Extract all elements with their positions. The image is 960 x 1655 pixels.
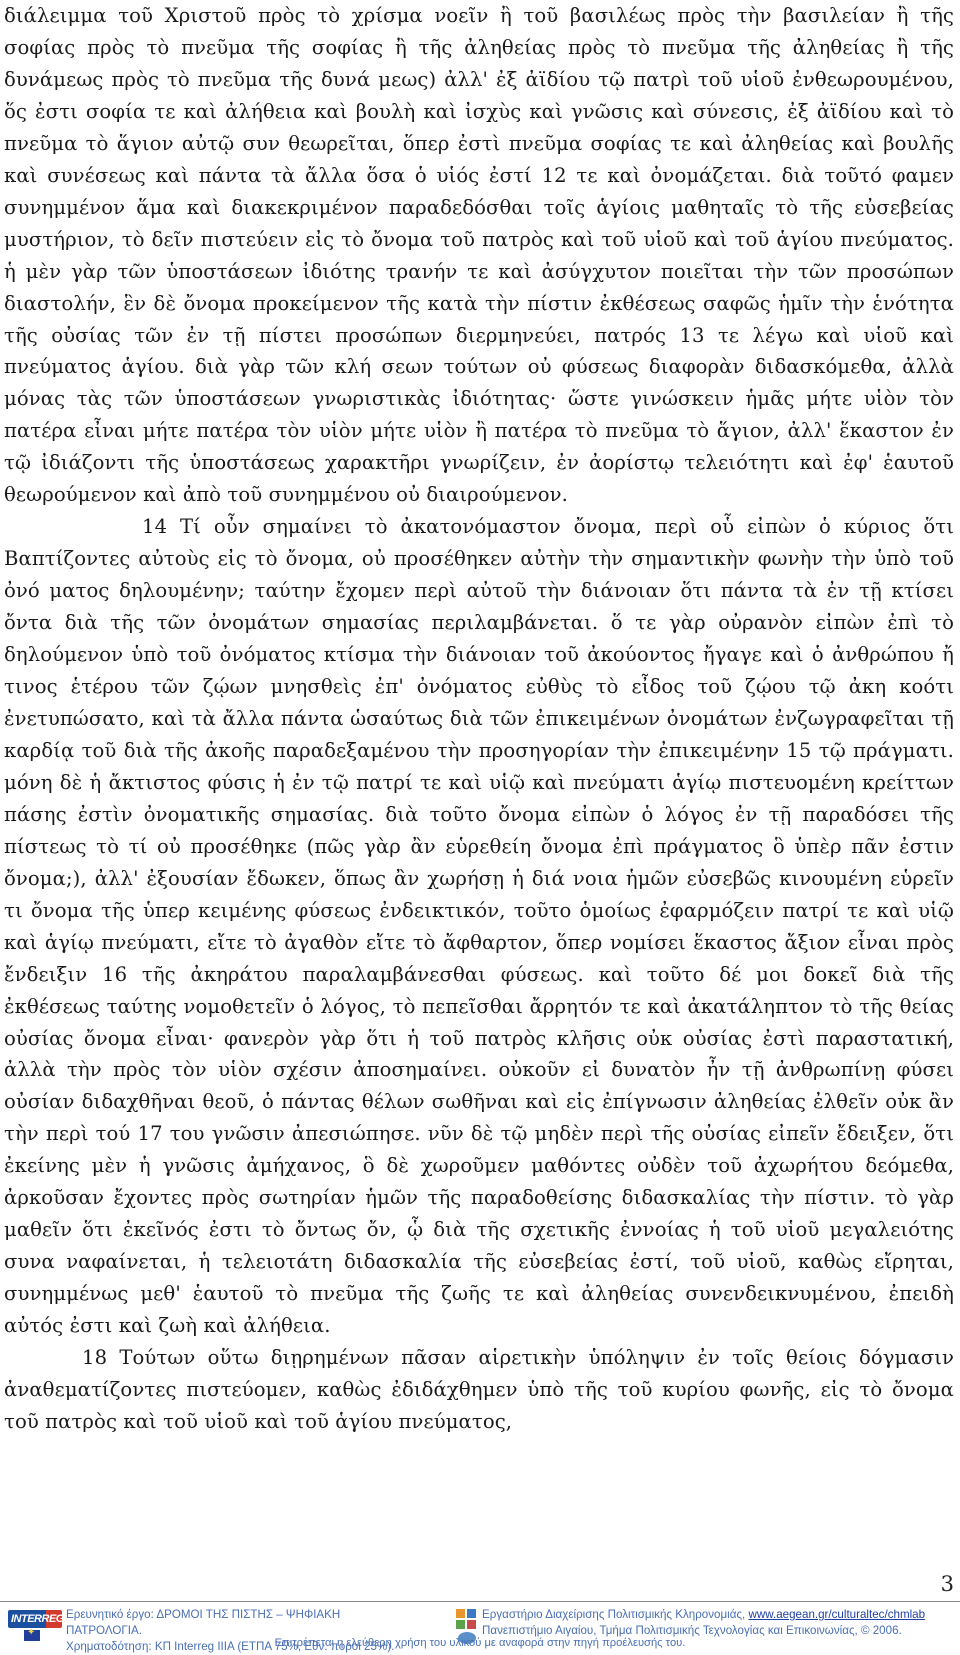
logo-text: INTERREG III xyxy=(11,1613,64,1639)
paragraph: 18 Τούτων οὕτω διῃρημένων πᾶσαν αἱρετικὴν ὑπόληψιν ἐν τοῖς θείοις δόγμασιν ἀναθεματίζοντες πιστεύομεν, καθὼς ἐδιδάχθημεν ὑπὸ τῆς τοῦ κυρίου φωνῆς, εἰς τὸ ὄνομα τοῦ πατρὸς καὶ τοῦ υἱοῦ καὶ τοῦ ἁγίου πνεύματος, xyxy=(4,1346,954,1433)
funding-project: Ερευνητικό έργο: ΔΡΟΜΟΙ ΤΗΣ ΠΙΣΤΗΣ – ΨΗΦΙΑΚΗ ΠΑΤΡΟΛΟΓΙΑ. xyxy=(66,1608,341,1637)
lab-website-link[interactable]: www.aegean.gr/culturaltec/chmlab xyxy=(748,1608,926,1621)
page-number: 3 xyxy=(940,1572,954,1596)
lab-name: Εργαστήριο Διαχείρισης Πολιτισμικής Κληρονομιάς, xyxy=(482,1608,749,1621)
lab-logo xyxy=(456,1609,478,1629)
document-body xyxy=(4,0,954,1438)
usage-permission: Επιτρέπεται η ελεύθερη χρήση του υλικού με αναφορά στην πηγή προέλευσής του. xyxy=(274,1637,686,1649)
interreg-logo xyxy=(8,1610,64,1639)
funding-source: Χρηματοδότηση: ΚΠ Interreg IIIA (ΕΤΠΑ 75%, Εθν. πόροι 25%). xyxy=(66,1640,395,1653)
footer-divider xyxy=(0,1601,960,1602)
university-department: Πανεπιστήμιο Αιγαίου, Τμήμα Πολιτισμικής Τεχνολογίας και Επικοινωνίας, © 2006. xyxy=(482,1624,902,1637)
paragraph: διάλειμμα τοῦ Χριστοῦ πρὸς τὸ χρίσμα νοεῖν ἢ τοῦ βασιλέως πρὸς τὴν βασιλείαν ἢ τῆς σοφίας πρὸς τὸ πνεῦμα τῆς σοφίας ἢ τῆς ἀληθείας πρὸς τὸ πνεῦμα τῆς ἀληθείας ἢ τῆς δυνάμεως πρὸς τὸ πνεῦμα τῆς δυνά μεως) ἀλλ' ἐξ ἀϊδίου τῷ πατρὶ τοῦ υἱοῦ ἐνθεωρουμένου, ὅς ἐστι σοφία τε καὶ ἀλήθεια καὶ βουλὴ καὶ ἰσχὺς καὶ γνῶσις καὶ σύνεσις, ἐξ ἀϊδίου καὶ τὸ πνεῦμα τὸ ἅγιον αὐτῷ συν θεωρεῖται, ὅπερ ἐστὶ πνεῦμα σοφίας τε καὶ ἀληθείας καὶ βουλῆς καὶ συνέσεως καὶ πάντα τὰ ἄλλα ὅσα ὁ υἱός ἐστί 12 τε καὶ ὀνομάζεται. διὰ τοῦτό φαμεν συνημμένον ἅμα καὶ διακεκριμένον παραδεδόσθαι τοῖς ἁγίοις μαθηταῖς τὸ τῆς εὐσεβείας μυστήριον, τὸ δεῖν πιστεύειν εἰς τὸ ὄνομα τοῦ πατρὸς καὶ τοῦ υἱοῦ καὶ τοῦ ἁγίου πνεύματος. ἡ μὲν γὰρ τῶν ὑποστάσεων ἰδιότης τρανήν τε καὶ ἀσύγχυτον ποιεῖται τὴν τῶν προσώπων διαστολήν, ἓν δὲ ὄνομα προκείμενον τῆς κατὰ τὴν πίστιν ἐκθέσεως σαφῶς ἡμῖν τὴν ἑνότητα τῆς οὐσίας τῶν ἐν τῇ πίστει προσώπων διερμηνεύει, πατρός 13 τε λέγω καὶ υἱοῦ καὶ πνεύματος ἁγίου. διὰ γὰρ τῶν κλή σεων τούτων οὐ φύσεως διαφορὰν διδασκόμεθα, ἀλλὰ μόνας τὰς τῶν ὑποστάσεων γνωριστικὰς ἰδιότητας· ὥστε γινώσκειν ἡμᾶς μήτε υἱὸν τὸν πατέρα εἶναι μήτε πατέρα τὸν υἱὸν μήτε υἱὸν ἢ πατέρα τὸ πνεῦμα τὸ ἅγιον, ἀλλ' ἕκαστον ἐν τῷ ἰδιάζοντι τῆς ὑποστάσεως χαρακτῆρι γνωρίζειν, ἐν ἀορίστῳ τελειότητι καὶ ἐφ' ἑαυτοῦ θεωρούμενον καὶ ἀπὸ τοῦ συνημμένου οὐ διαιρούμενον. xyxy=(4,4,954,507)
paragraph: 14 Τί οὖν σημαίνει τὸ ἀκατονόμαστον ὄνομα, περὶ οὗ εἰπὼν ὁ κύριος ὅτι Βαπτίζοντες αὐτοὺς εἰς τὸ ὄνομα, οὐ προσέθηκεν αὐτὴν τὴν σημαντικὴν φωνὴν τὴν ὑπὸ τοῦ ὀνό ματος δηλουμένην; ταύτην ἔχομεν περὶ αὐτοῦ τὴν διάνοιαν ὅτι πάντα τὰ ἐν τῇ κτίσει ὄντα διὰ τῆς τῶν ὀνομάτων σημασίας περιλαμβάνεται. ὅ τε γὰρ οὐρανὸν εἰπὼν ἐπὶ τὸ δηλούμενον ὑπὸ τοῦ ὀνόματος κτίσμα τὴν διάνοιαν τοῦ ἀκούοντος ἤγαγε καὶ ὁ ἀνθρώπου ἤ τινος ἑτέρου τῶν ζῴων μνησθεὶς ἐπ' ὀνόματος εὐθὺς τὸ εἶδος τοῦ ζῴου τῷ ἀκη κοότι ἐνετυπώσατο, καὶ τὰ ἄλλα πάντα ὡσαύτως διὰ τῶν ἐπικειμένων ὀνομάτων ἐνζωγραφεῖται τῇ καρδίᾳ τοῦ διὰ τῆς ἀκοῆς παραδεξαμένου τὴν προσηγορίαν τὴν ἐπικειμένην 15 τῷ πράγματι. μόνη δὲ ἡ ἄκτιστος φύσις ἡ ἐν τῷ πατρί τε καὶ υἱῷ καὶ πνεύματι ἁγίῳ πιστευομένη κρείττων πάσης ἐστὶν ὀνοματικῆς σημασίας. διὰ τοῦτο ὄνομα εἰπὼν ὁ λόγος ἐν τῇ παραδόσει τῆς πίστεως τὸ τί οὐ προσέθηκε (πῶς γὰρ ἂν εὑρεθείη ὄνομα ἐπὶ πράγματος ὃ ὑπὲρ πᾶν ἐστιν ὄνομα;), ἀλλ' ἐξουσίαν ἔδωκεν, ὅπως ἂν χωρήσῃ ἡ διά νοια ἡμῶν εὐσεβῶς κινουμένη εὑρεῖν τι ὄνομα τῆς ὑπερ κειμένης φύσεως ἐνδεικτικόν, τοῦτο ὁμοίως ἐφαρμόζειν πατρί τε καὶ υἱῷ καὶ ἁγίῳ πνεύματι, εἴτε τὸ ἀγαθὸν εἴτε τὸ ἄφθαρτον, ὅπερ νομίσει ἕκαστος ἄξιον εἶναι πρὸς ἔνδειξιν 16 τῆς ἀκηράτου παραλαμβάνεσθαι φύσεως. καὶ τοῦτο δέ μοι δοκεῖ διὰ τῆς ἐκθέσεως ταύτης νομοθετεῖν ὁ λόγος, τὸ πεπεῖσθαι ἄρρητόν τε καὶ ἀκατάληπτον τὸ τῆς θείας οὐσίας ὄνομα εἶναι· φανερὸν γὰρ ὅτι ἡ τοῦ πατρὸς κλῆσις οὐκ οὐσίας ἐστὶ παραστατική, ἀλλὰ τὴν πρὸς τὸν υἱὸν σχέσιν ἀποσημαίνει. οὐκοῦν εἰ δυνατὸν ἦν τῇ ἀνθρωπίνῃ φύσει οὐσίαν διδαχθῆναι θεοῦ, ὁ πάντας θέλων σωθῆναι καὶ εἰς ἐπίγνωσιν ἀληθείας ἐλθεῖν οὐκ ἂν τὴν περὶ τού 17 του γνῶσιν ἀπεσιώπησε. νῦν δὲ τῷ μηδὲν περὶ τῆς οὐσίας εἰπεῖν ἔδειξεν, ὅτι ἐκείνης μὲν ἡ γνῶσις ἀμήχανος, ὃ δὲ χωροῦμεν μαθόντες οὐδὲν τοῦ ἀχωρήτου δεόμεθα, ἀρκοῦσαν ἔχοντες πρὸς σωτηρίαν ἡμῶν τῆς παραδοθείσης διδασκαλίας τὴν πίστιν. τὸ γὰρ μαθεῖν ὅτι ἐκεῖνός ἐστι τὸ ὄντως ὄν, ᾧ διὰ τῆς σχετικῆς ἐννοίας ἡ τοῦ υἱοῦ μεγαλειότης συνα ναφαίνεται, ἡ τελειοτάτη διδασκαλία τῆς εὐσεβείας ἐστί, τοῦ υἱοῦ, καθὼς εἴρηται, συνημμένως μεθ' ἑαυτοῦ τὸ πνεῦμα τῆς ζωῆς τε καὶ ἀληθείας συνενδεικνυμένου, ἐπειδὴ αὐτός ἐστι καὶ ζωὴ καὶ ἀλήθεια. xyxy=(4,515,954,1338)
lab-info xyxy=(482,1607,958,1639)
page-footer xyxy=(0,1601,960,1651)
